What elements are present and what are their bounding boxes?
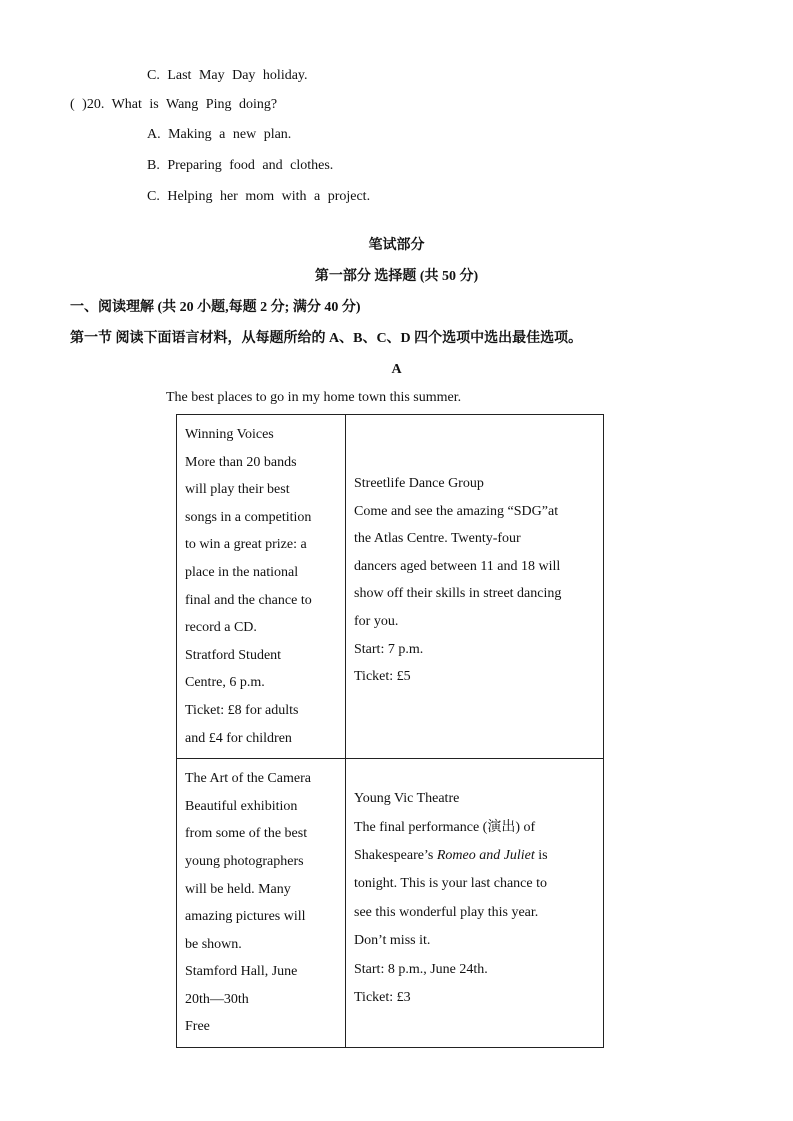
q20-stem: ( )20. What is Wang Ping doing? [70,97,278,112]
event-line: will play their best [185,482,290,498]
event-line: to win a great prize: a [185,537,307,553]
event-line: songs in a competition [185,509,312,525]
event-line: record a CD. [185,620,257,636]
event-line: Ticket: £3 [354,989,411,1005]
subsection-instructions: 第一节 阅读下面语言材料，从每题所给的 A、B、C、D 四个选项中选出最佳选项。 [70,331,583,346]
event-line: for you. [354,613,399,629]
event-line: Winning Voices [185,427,274,442]
event-line: see this wonderful play this year. [354,904,539,920]
event-line: Come and see the amazing “SDG”at [354,503,559,519]
play-prefix: Shakespeare’s [354,847,437,863]
event-line: The Art of the Camera [185,771,311,787]
event-cell-streetlife [346,415,604,759]
event-line: 20th—30th [185,991,249,1007]
play-suffix: is [534,847,548,863]
play-title: Romeo and Juliet [436,847,535,863]
event-cell-winning-voices [177,415,346,759]
event-line: young photographers [185,853,304,869]
q20-option-b: B. Preparing food and clothes. [147,158,334,173]
event-line: dancers aged between 11 and 18 will [354,558,561,574]
event-line: Centre, 6 p.m. [185,675,265,691]
event-line: Ticket: £5 [354,669,411,685]
event-line: Ticket: £8 for adults [185,702,299,718]
part-one-heading: 第一部分 选择题 (共 50 分) [314,269,479,284]
event-line: will be held. Many [185,881,291,897]
written-part-heading: 笔试部分 [368,238,425,253]
event-line: The final performance (演出) of [354,819,536,835]
event-line: the Atlas Centre. Twenty-four [354,531,521,547]
event-line: show off their skills in street dancing [354,586,562,602]
event-line: Start: 8 p.m., June 24th. [354,961,488,977]
passage-intro: The best places to go in my home town this summer. [166,390,462,405]
event-line: Streetlife Dance Group [354,476,484,491]
q20-option-a: A. Making a new plan. [147,127,292,142]
event-line: Don’t miss it. [354,933,431,949]
event-line: Start: 7 p.m. [354,641,424,657]
event-cell-young-vic [346,759,604,1048]
event-line: place in the national [185,564,299,580]
q19-option-c: C. Last May Day holiday. [147,68,308,83]
event-line: Stamford Hall, June [185,964,298,980]
event-line-play [354,842,595,870]
table-row [177,415,604,759]
table-row [177,759,604,1048]
event-cell-art-of-camera [177,759,346,1048]
event-line: amazing pictures will [185,909,306,925]
section-one-heading: 一、阅读理解 (共 20 小题,每题 2 分; 满分 40 分) [70,300,361,315]
event-line: Free [185,1019,210,1035]
events-table [176,414,604,1048]
event-line: Beautiful exhibition [185,798,298,814]
event-line: from some of the best [185,826,308,842]
q20-option-c: C. Helping her mom with a project. [147,189,371,204]
event-line: be shown. [185,936,242,952]
event-line: and £4 for children [185,730,292,746]
event-line: Stratford Student [185,647,282,663]
event-line: More than 20 bands [185,454,297,470]
event-line: final and the chance to [185,592,312,608]
passage-label: A [391,362,402,377]
event-line: tonight. This is your last chance to [354,876,547,892]
event-line: Young Vic Theatre [354,791,460,807]
